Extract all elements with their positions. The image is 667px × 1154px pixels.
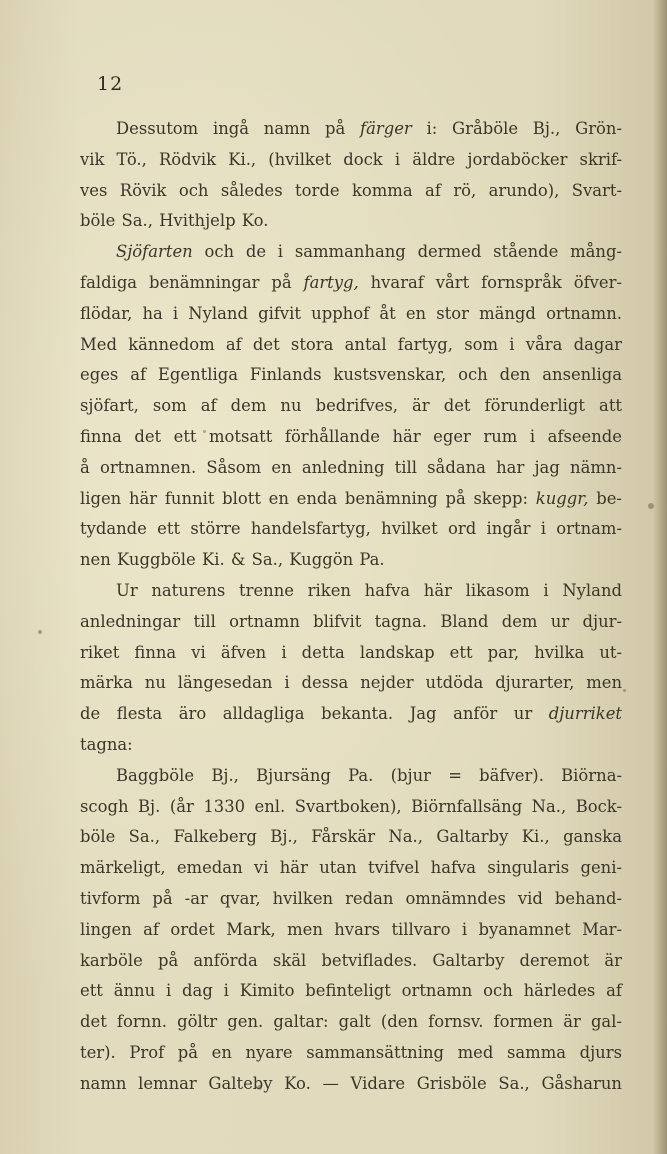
text-run: nen Kuggböle Ki. & Sa., Kuggön Pa. [80, 550, 385, 570]
text-run: ligen här funnit blott en enda benämning på skepp: [80, 488, 536, 508]
text-line [80, 206, 622, 237]
page-edge-shadow [653, 0, 667, 1154]
text-run: ves Rövik och således torde komma af rö, arundo), Svart- [80, 180, 622, 200]
text-line [80, 1069, 622, 1100]
text-line [80, 176, 622, 207]
text-run: det fornn. göltr gen. galtar: galt (den fornsv. formen är gal- [80, 1012, 622, 1032]
text-run: anledningar till ortnamn blifvit tagna. Bland dem ur djur- [80, 611, 622, 631]
ink-speck [38, 630, 42, 634]
text-run: namn lemnar Galteby Ko. — Vidare Grisböle Sa., Gåsharun [80, 1073, 622, 1093]
text-run: flödar, ha i Nyland gifvit upphof åt en stor mängd ortnamn. [80, 303, 622, 323]
ink-speck [203, 430, 206, 433]
text-run: vik Tö., Rödvik Ki., (hvilket dock i äldre jordaböcker skrif- [80, 149, 622, 169]
text-line [80, 946, 622, 977]
text-run: märka nu längesedan i dessa nejder utdöda djurarter, men [80, 673, 622, 693]
body-text [80, 114, 622, 1100]
text-line [80, 360, 622, 391]
text-run: be- [588, 488, 622, 508]
text-line [80, 268, 622, 299]
text-line [80, 607, 622, 638]
emphasized-term: fartyg, [303, 272, 359, 292]
text-run: Dessutom ingå namn på [116, 119, 361, 138]
text-run: å ortnamnen. Såsom en anledning till sådana har jag nämn- [80, 457, 622, 477]
text-line [80, 915, 622, 946]
emphasized-term: kuggr, [535, 488, 589, 508]
text-line [80, 453, 622, 484]
text-run: lingen af ordet Mark, men hvars tillvaro i byanamnet Mar- [80, 919, 622, 939]
text-run: ter). Prof på en nyare sammansättning med samma djurs [80, 1042, 622, 1062]
text-line [80, 1007, 622, 1038]
text-line [80, 1038, 622, 1069]
text-run: sjöfart, som af dem nu bedrifves, är det förunderligt att [80, 396, 622, 416]
text-line [80, 976, 622, 1007]
text-line [80, 422, 622, 453]
text-line [80, 822, 622, 853]
text-run: faldiga benämningar på [80, 272, 304, 292]
text-run: Med kännedom af det stora antal fartyg, som i våra dagar [80, 334, 622, 354]
ink-speck [648, 503, 654, 509]
text-run: böle Sa., Hvithjelp Ko. [80, 211, 269, 231]
text-run: märkeligt, emedan vi här utan tvifvel hafva singularis geni- [80, 858, 622, 878]
text-run: ett ännu i dag i Kimito befinteligt ortnamn och härledes af [80, 981, 622, 1001]
text-run: eges af Egentliga Finlands kustsvenskar, och den ansenliga [80, 365, 622, 385]
text-line [80, 299, 622, 330]
text-run: i: Gråböle Bj., Grön- [411, 119, 622, 138]
text-run: de flesta äro alldagliga bekanta. Jag anför ur [80, 704, 549, 724]
ink-speck [623, 689, 626, 692]
text-line [80, 884, 622, 915]
emphasized-term: färger [360, 119, 412, 138]
text-line [80, 668, 622, 699]
text-run: hvaraf vårt fornspråk öfver- [358, 272, 622, 292]
text-line [80, 237, 622, 268]
text-run: finna det ett motsatt förhållande här eger rum i afseende [80, 426, 622, 446]
page-number: 12 [97, 73, 124, 95]
text-run: Ur naturens trenne riken hafva här likasom i Nyland [116, 580, 622, 600]
text-line [80, 853, 622, 884]
emphasized-term: djurriket [548, 704, 622, 724]
text-line [80, 576, 622, 607]
text-run: och de i sammanhang dermed stående mång- [192, 242, 622, 262]
text-run: Baggböle Bj., Bjursäng Pa. (bjur = bäfver). Biörna- [116, 765, 622, 785]
text-line [80, 114, 622, 145]
text-line [80, 638, 622, 669]
text-run: karböle på anförda skäl betviflades. Galtarby deremot är [80, 950, 622, 970]
text-line [80, 761, 622, 792]
text-run: scogh Bj. (år 1330 enl. Svartboken), Biörnfallsäng Na., Bock- [80, 796, 622, 816]
text-line [80, 330, 622, 361]
text-run: tivform på -ar qvar, hvilken redan omnämndes vid behand- [80, 888, 622, 908]
emphasized-term: Sjöfarten [116, 242, 193, 262]
text-line [80, 484, 622, 515]
text-run: tagna: [80, 734, 133, 754]
text-line [80, 514, 622, 545]
text-line [80, 730, 622, 761]
text-line [80, 545, 622, 576]
text-run: böle Sa., Falkeberg Bj., Fårskär Na., Galtarby Ki., ganska [80, 827, 622, 847]
ink-speck [257, 1085, 262, 1090]
text-line [80, 792, 622, 823]
text-line [80, 699, 622, 730]
text-run: riket finna vi äfven i detta landskap ett par, hvilka ut- [80, 642, 622, 662]
text-line [80, 391, 622, 422]
text-run: tydande ett större handelsfartyg, hvilket ord ingår i ortnam- [80, 519, 622, 539]
text-line [80, 145, 622, 176]
